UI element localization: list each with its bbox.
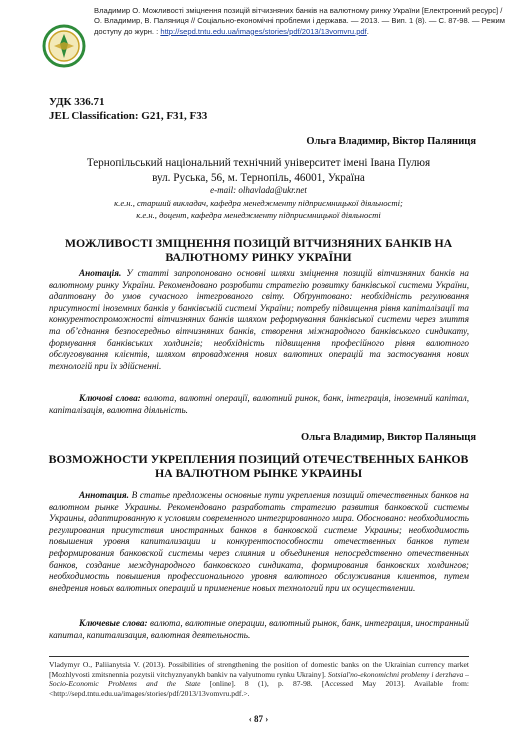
udk-code: УДК 336.71 (49, 96, 105, 108)
footer-divider (49, 656, 469, 657)
abstract-text-ua: У статті запропоновано основні шляхи зміцнення позицій вітчизняних банків на валютному ринку України. Рекомендовано розробити стратегію розвитку банківської системи України, адаптовану до умов сучасного інтегрованого світу. Обґрунтовано: необхідність регулювання присутності іноземних банків у банківській системі України; потребу підвищення рівня капіталізації та конкурентоспроможності вітчизняних банків шляхом реформування банківської системи через злиття та об’єднання безпосередньо вітчизняних банків, створення міжнародного банківського синдикату, формування банківських холдингів; необхідність підвищення професійного рівня валютного обслуговування клієнтів, шляхом впровадження нових валютних операцій та застосування нових технологій при їх здійсненні. (49, 268, 469, 371)
classification-block (49, 95, 207, 123)
citation-end: . (366, 26, 369, 36)
authors-ru: Ольга Владимир, Виктор Паляныця (301, 432, 476, 443)
footer-reference (49, 660, 469, 698)
institution-name: Тернопільський національний технічний університет імені Івана Пулюя (86, 157, 431, 169)
keywords-ua (49, 393, 469, 416)
author-email: e-mail: olhavlada@ukr.net (210, 185, 307, 195)
abstract-ru (49, 490, 469, 594)
keywords-label-ru: Ключевые слова: (79, 618, 148, 628)
keywords-label-ua: Ключові слова: (79, 393, 141, 403)
keywords-text-ru: валюта, валютные операции, валютный рынок, банк, интеграция, иностранный капитал, капитализация, валютная деятельность. (49, 618, 470, 640)
author-role-1: к.е.н., старший викладач, кафедра менеджменту підприємницької діяльності; (114, 198, 403, 208)
footer-journal: Sotsial'no-ekonomichni problemy i derzhava – Socio-Economic Problems and the State (49, 669, 469, 689)
page-number: ‹ 87 › (248, 714, 269, 724)
authors-ua: Ольга Владимир, Віктор Паляниця (306, 136, 476, 147)
footer-text-1: Vladymyr O., Paliianytsia V. (2013). Possibilities of strengthening the position of domestic banks on the Ukrainian currency market [Mozhlyvosti zmitsnennia pozytsii vitchyznyanykh bankiv na valyutnomu rynku Ukrainy]. (49, 660, 469, 679)
journal-logo (42, 24, 86, 68)
citation-link[interactable]: http://sepd.tntu.edu.ua/images/stories/pdf/2013/13vomvru.pdf (160, 26, 367, 36)
citation-text: Владимир О. Можливості зміцнення позицій вітчизняних банків на валютному ринку України [Електронний ресурс] / О. Владимир, В. Паляниця // Соціально-економічні проблеми і держава. — 2013. — Вип. 1 (8). — С. 87-98. — Режим доступу до журн. : (94, 6, 506, 36)
jel-code: JEL Classification: G21, F31, F33 (49, 110, 208, 122)
citation-header (94, 6, 506, 37)
keywords-ru (49, 618, 469, 641)
author-role-2: к.е.н., доцент, кафедра менеджменту підприємницької діяльності (136, 210, 381, 220)
abstract-label-ru: Аннотация. (79, 490, 129, 500)
institution-block (40, 156, 477, 185)
footer-text-2: [online]. 8 (1), p. 87-98. [Accessed May 2013]. Available from: <http://sepd.tntu.edu.ua/images/stories/pdf/2013/13vomvru.pdf.>. (49, 679, 469, 698)
title-ru: ВОЗМОЖНОСТИ УКРЕПЛЕНИЯ ПОЗИЦИЙ ОТЕЧЕСТВЕННЫХ БАНКОВ НА ВАЛЮТНОМ РЫНКЕ УКРАИНЫ (48, 452, 469, 480)
keywords-text-ua: валюта, валютні операції, валютний ринок, банк, інтеграція, іноземний капітал, капіталізація, валютна діяльність. (49, 393, 470, 415)
abstract-ua (49, 268, 469, 372)
title-ua: МОЖЛИВОСТІ ЗМІЦНЕННЯ ПОЗИЦІЙ ВІТЧИЗНЯНИХ БАНКІВ НА ВАЛЮТНОМУ РИНКУ УКРАЇНИ (64, 236, 453, 264)
abstract-text-ru: В статье предложены основные пути укрепления позиций отечественных банков на валютном рынке Украины. Рекомендовано разработать стратегию развития банковской системы Украины, адаптированную к условиям современного интегрированного мира. Обосновано: необходимость регулирования присутствия иностранных банков в банковской системе Украины; необходимость повышения уровня капитализации и конкурентоспособности отечественных банков путем реформирования банковской системы через слияния и объединения непосредственно отечественных банков, создание международного банковского синдиката, формирования банковских холдингов; необходимость повышения профессионального уровня валютного обслуживания клиентов, путем внедрения новых валютных операций и применение новых технологий при их осуществлении. (49, 490, 469, 593)
institution-address: вул. Руська, 56, м. Тернопіль, 46001, Україна (152, 171, 365, 184)
abstract-label-ua: Анотація. (79, 268, 122, 278)
